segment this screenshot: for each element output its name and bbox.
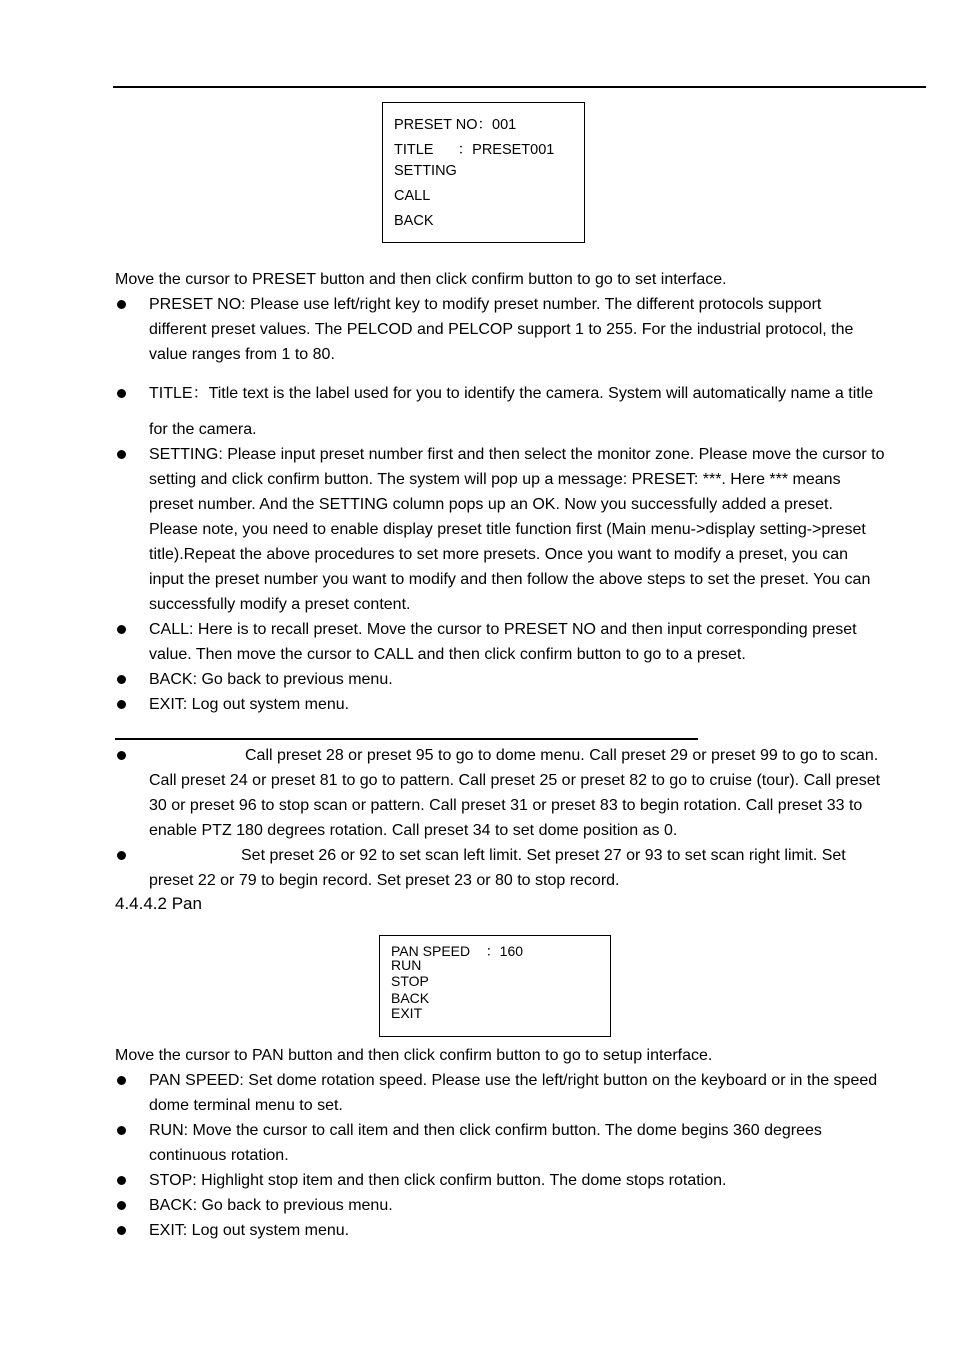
preset-item-title-cont: for the camera. [149, 421, 257, 438]
preset-item-back: BACK: Go back to previous menu. [149, 671, 393, 688]
preset-menu-preset-no: PRESET NO：001 [394, 117, 517, 133]
pan-item-speed: PAN SPEED: Set dome rotation speed. Please use the left/right button on the keyboard or in the speed dome terminal menu to set. [149, 1072, 878, 1114]
preset-item-title: TITLE：Title text is the label used for you to identify the camera. System will automatically name a title [149, 385, 874, 402]
pan-intro: Move the cursor to PAN button and then click confirm button to go to setup interface. [115, 1047, 713, 1064]
pan-menu-stop: STOP [391, 973, 429, 989]
bullet-icon [117, 751, 126, 760]
pan-menu-run: RUN [391, 957, 422, 973]
preset-item-preset-no: PRESET NO: Please use left/right key to modify preset number. The different protocols support different preset values. The PELCOD and PELCOP support 1 to 255. For the industrial protocol, the value ranges from 1 to 80. [149, 296, 854, 363]
pan-menu-exit: EXIT [391, 1005, 423, 1021]
bullet-icon [117, 300, 126, 309]
bullet-icon [117, 625, 126, 634]
bullet-icon [117, 389, 126, 398]
preset-item-exit: EXIT: Log out system menu. [149, 696, 350, 713]
pan-item-exit: EXIT: Log out system menu. [149, 1222, 350, 1239]
bullet-icon [117, 1176, 126, 1185]
bullet-icon [117, 450, 126, 459]
note-call-presets: Call preset 28 or preset 95 to go to dome menu. Call preset 29 or preset 99 to go to scan. Call preset 24 or preset 81 to go to pattern. Call preset 25 or preset 82 to go to cruise (tour). Call preset 30 or preset 96 to stop scan or pattern. Call preset 31 or preset 83 to begin rotation. Call preset 33 to enable PTZ 180 degrees rotation. Call preset 34 to set dome position as 0. [149, 747, 881, 839]
preset-menu-setting: SETTING [394, 163, 457, 179]
bullet-icon [117, 1076, 126, 1085]
pan-menu-back: BACK [391, 990, 430, 1006]
preset-menu-back: BACK [394, 213, 434, 229]
preset-item-setting: SETTING: Please input preset number first and then select the monitor zone. Please move the cursor to setting and click confirm button. The system will pop up a message: PRESET: ***. Here *** means preset number. And the SETTING column pops up an OK. Now you successfully added a preset. Please note, you need to enable display preset title function first (Main menu->display setting->preset title).Repeat the above procedures to set more presets. Once you want to modify a preset, you can input the preset number you want to modify and then follow the above steps to set the preset. You can successfully modify a preset content. [149, 446, 885, 613]
preset-menu-title: TITLE ：PRESET001 [394, 142, 555, 158]
note-rule [115, 738, 698, 740]
bullet-icon [117, 700, 126, 709]
pan-menu-box [379, 935, 611, 1037]
section-heading-pan: 4.4.4.2 Pan [115, 894, 202, 913]
note-set-presets: Set preset 26 or 92 to set scan left limit. Set preset 27 or 93 to set scan right limit. Set preset 22 or 79 to begin record. Set preset 23 or 80 to stop record. [149, 847, 846, 889]
pan-menu-speed: PAN SPEED ：160 [391, 943, 524, 959]
bullet-icon [117, 1201, 126, 1210]
preset-item-call: CALL: Here is to recall preset. Move the cursor to PRESET NO and then input corresponding preset value. Then move the cursor to CALL and then click confirm button to go to a preset. [149, 621, 857, 663]
bullet-icon [117, 675, 126, 684]
preset-intro: Move the cursor to PRESET button and then click confirm button to go to set interface. [115, 271, 727, 288]
bullet-icon [117, 851, 126, 860]
preset-menu-box [382, 102, 585, 243]
bullet-icon [117, 1126, 126, 1135]
header-rule [113, 86, 926, 88]
pan-item-run: RUN: Move the cursor to call item and then click confirm button. The dome begins 360 degrees continuous rotation. [149, 1122, 822, 1164]
pan-item-back: BACK: Go back to previous menu. [149, 1197, 393, 1214]
pan-item-stop: STOP: Highlight stop item and then click confirm button. The dome stops rotation. [149, 1172, 727, 1189]
preset-menu-call: CALL [394, 188, 431, 204]
bullet-icon [117, 1226, 126, 1235]
